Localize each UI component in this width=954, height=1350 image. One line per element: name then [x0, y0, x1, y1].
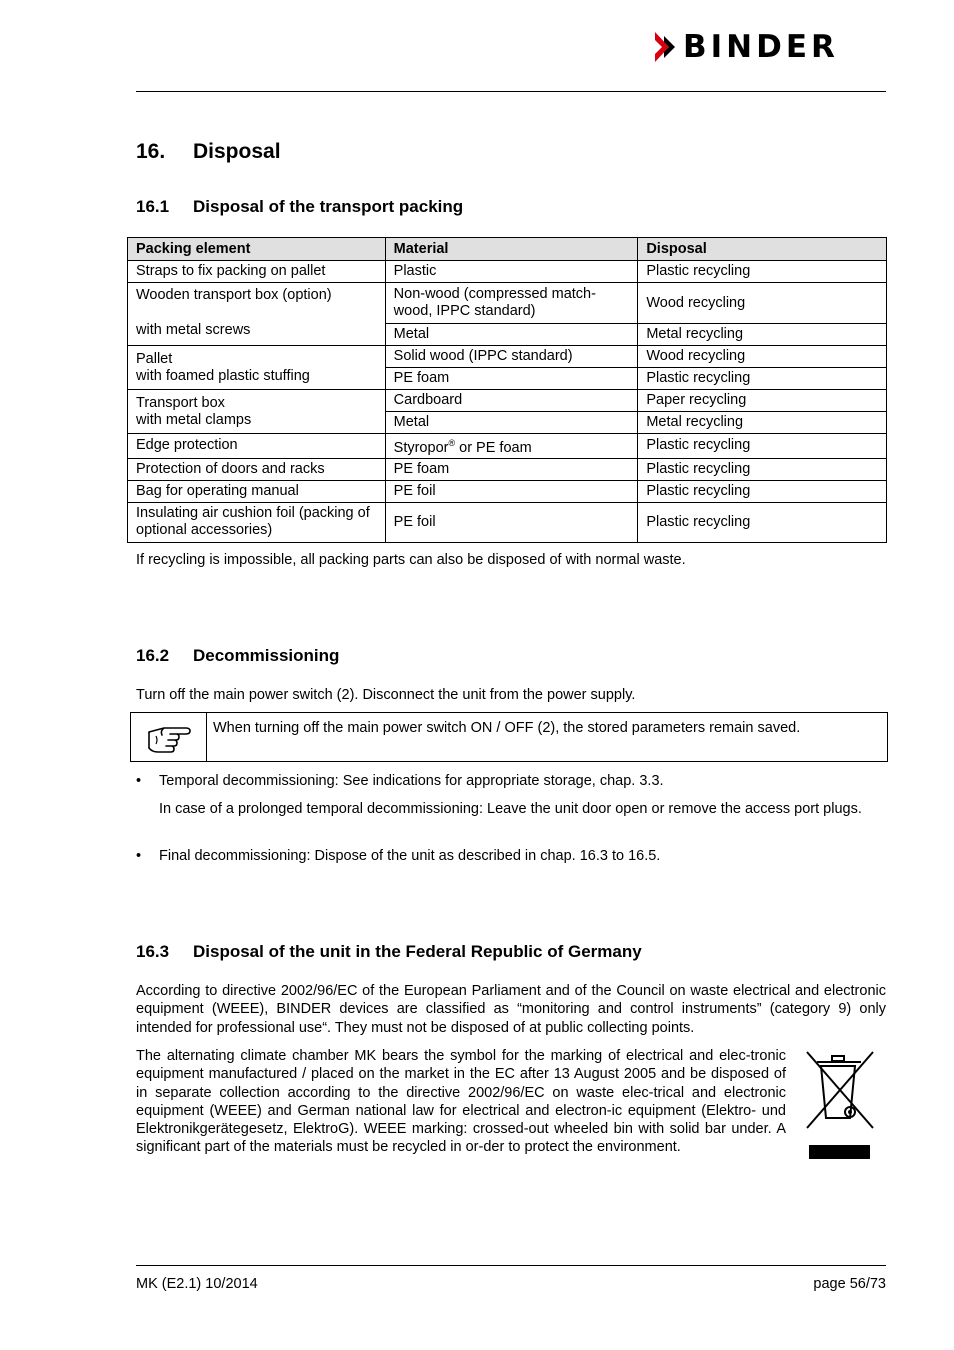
brand-name: BINDER	[683, 29, 839, 65]
table-row: Insulating air cushion foil (packing of optional accessories) PE foil Plastic recycling	[128, 502, 887, 542]
table-header: Packing element	[128, 238, 386, 261]
table-row: Pallet with foamed plastic stuffing Solid wood (IPPC standard) Wood recycling	[128, 346, 887, 368]
section-16-2-heading: 16.2 Decommissioning	[136, 646, 340, 665]
table-row: Edge protection Styropor® or PE foam Plastic recycling	[128, 434, 887, 459]
table-row: Bag for operating manual PE foil Plastic recycling	[128, 480, 887, 502]
list-item: • Final decommissioning: Dispose of the unit as described in chap. 16.3 to 16.5.	[136, 848, 661, 864]
brand-logo	[655, 30, 839, 64]
table-header: Material	[385, 238, 638, 261]
hint-box	[130, 712, 888, 762]
weee-paragraph-2: The alternating climate chamber MK bears the symbol for the marking of electrical and elec-tronic equipment manufactured / placed on the market in the EC after 13 August 2005 and be disposed of in separate collection according to the directive 2002/96/EC on waste elec-trical and electronic equipment (WEEE) and German national law for electrical and electron-ic equipment (Elektro- und Elektronikgerätegesetz, ElektroG). WEEE marking: crossed-out wheeled bin with solid bar under. A significant part of the materials must be recycled in or-der to protect the environment.	[136, 1048, 786, 1156]
weee-paragraph-1: According to directive 2002/96/EC of the European Parliament and of the Council on waste electrical and electronic equipment (WEEE), BINDER devices are classified as “monitoring and control instruments” (category 9) only intended for professional use“. They must not be disposed of at public collecting points.	[136, 983, 886, 1036]
table-row: Metal Metal recycling	[128, 412, 887, 434]
table-header: Disposal	[638, 238, 887, 261]
section-16-1-heading: 16.1 Disposal of the transport packing	[136, 197, 464, 216]
table-row: Transport box with metal clamps Cardboard Paper recycling	[128, 390, 887, 412]
list-item: • Temporal decommissioning: See indications for appropriate storage, chap. 3.3. In case of a prolonged temporal decommissioning: Leave the unit door open or remove the access port plugs.	[136, 773, 862, 818]
hint-text: When turning off the main power switch ON / OFF (2), the stored parameters remain saved.	[213, 720, 801, 736]
pointing-hand-icon	[146, 720, 192, 754]
packing-note: If recycling is impossible, all packing parts can also be disposed of with normal waste.	[136, 552, 686, 568]
table-row: Metal Metal recycling	[128, 324, 887, 346]
table-row: Straps to fix packing on pallet Plastic Plastic recycling	[128, 261, 887, 283]
weee-solid-bar	[809, 1145, 870, 1159]
crossed-out-wheeled-bin-icon	[803, 1050, 877, 1132]
footer-rule	[136, 1265, 886, 1266]
packing-table	[127, 237, 887, 543]
table-row: Protection of doors and racks PE foam Plastic recycling	[128, 458, 887, 480]
header-rule	[136, 91, 886, 92]
decommission-intro: Turn off the main power switch (2). Disconnect the unit from the power supply.	[136, 687, 636, 703]
table-row: Wooden transport box (option) with metal screws Non-wood (compressed match-wood, IPPC standard) Wood recycling	[128, 283, 887, 324]
section-16-3-heading: 16.3 Disposal of the unit in the Federal Republic of Germany	[136, 942, 642, 961]
binder-mark-icon	[655, 30, 679, 64]
table-header-row	[128, 238, 887, 261]
footer-doc-id: MK (E2.1) 10/2014	[136, 1276, 258, 1292]
table-row: PE foam Plastic recycling	[128, 368, 887, 390]
footer-page-number: page 56/73	[813, 1276, 886, 1292]
chapter-title: 16. Disposal	[136, 140, 281, 163]
